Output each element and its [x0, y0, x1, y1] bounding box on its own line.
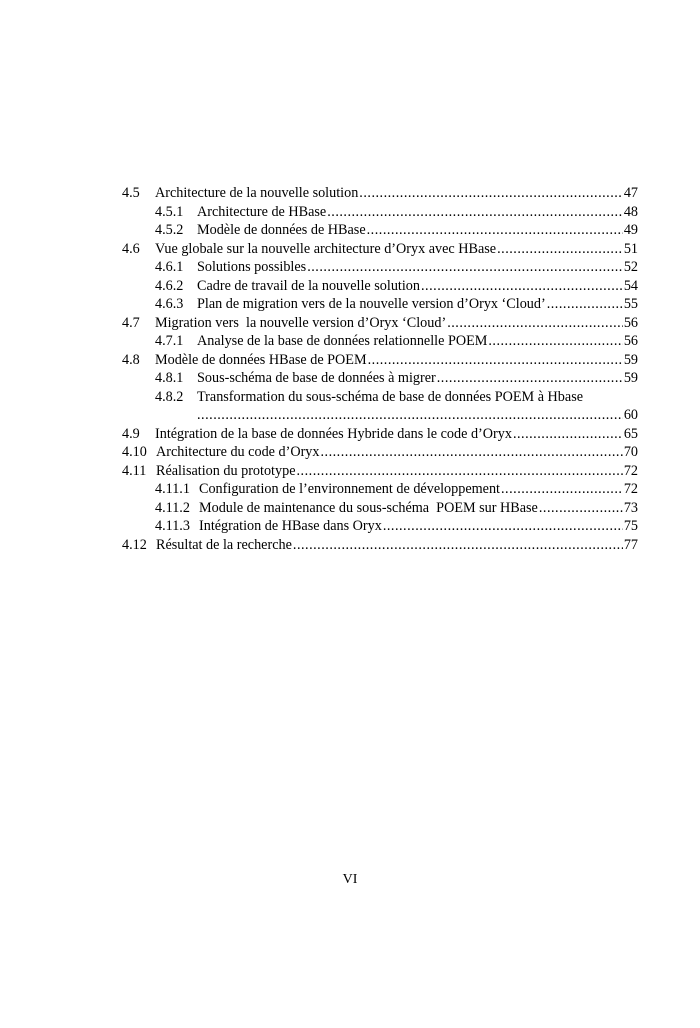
toc-page: 51 [623, 240, 638, 257]
dot-leader [320, 443, 622, 462]
toc-title: Modèle de données HBase de POEM [155, 351, 367, 368]
toc-page: 54 [623, 277, 638, 294]
toc-page: 75 [623, 518, 638, 534]
toc-title: Migration vers la nouvelle version d’Oryx ‘Cloud’ [155, 314, 447, 331]
toc-number: 4.10 [122, 444, 147, 460]
toc-entry[interactable] [122, 258, 638, 277]
toc-entry[interactable] [122, 351, 638, 370]
toc-title: Configuration de l’environnement de développement [199, 481, 500, 497]
dot-leader [539, 499, 623, 518]
dot-leader [383, 517, 623, 536]
toc-entry-continuation[interactable] [122, 406, 638, 425]
table-of-contents [122, 184, 638, 554]
toc-title: Résultat de la recherche [156, 536, 292, 553]
toc-page: 55 [623, 296, 638, 312]
toc-entry[interactable] [122, 517, 638, 536]
dot-leader [501, 480, 623, 499]
toc-page: 65 [623, 425, 638, 442]
toc-title: Architecture de HBase [197, 203, 327, 220]
toc-entry[interactable] [122, 388, 638, 407]
toc-entry[interactable] [122, 369, 638, 388]
toc-title: Architecture de la nouvelle solution [155, 185, 359, 201]
toc-entry[interactable] [122, 332, 638, 351]
dot-leader [421, 277, 623, 296]
toc-title: Intégration de HBase dans Oryx [199, 518, 382, 534]
dot-leader [368, 351, 623, 370]
toc-title: Sous-schéma de base de données à migrer [197, 370, 436, 386]
toc-title: Intégration de la base de données Hybride dans le code d’Oryx [155, 425, 512, 442]
toc-page: 77 [623, 536, 638, 553]
toc-number: 4.5 [122, 185, 140, 201]
toc-page: 60 [623, 407, 638, 423]
toc-number: 4.6.3 [155, 296, 184, 312]
toc-page: 56 [623, 333, 638, 349]
toc-entry[interactable] [122, 240, 638, 259]
toc-number: 4.12 [122, 536, 147, 553]
dot-leader [488, 332, 622, 351]
toc-page: 56 [623, 314, 638, 331]
toc-entry[interactable] [122, 536, 638, 555]
toc-entry[interactable] [122, 221, 638, 240]
toc-page: 73 [623, 499, 638, 516]
toc-number: 4.5.2 [155, 222, 184, 238]
dot-leader [293, 536, 623, 555]
toc-page: 59 [623, 351, 638, 368]
dot-leader [327, 203, 623, 222]
toc-number: 4.7 [122, 314, 140, 331]
toc-title: Analyse de la base de données relationnelle POEM [197, 333, 488, 349]
toc-page: 48 [623, 203, 638, 220]
toc-entry[interactable] [122, 462, 638, 481]
toc-title: Architecture du code d’Oryx [156, 444, 320, 460]
toc-number: 4.11.1 [155, 481, 190, 497]
dot-leader [437, 369, 623, 388]
dot-leader [297, 462, 623, 481]
dot-leader [547, 295, 623, 314]
toc-title: Transformation du sous-schéma de base de données POEM à Hbase [197, 388, 584, 405]
toc-number: 4.11 [122, 462, 147, 479]
toc-page: 70 [623, 444, 638, 460]
dot-leader [359, 184, 623, 203]
page-number-footer: VI [342, 872, 358, 887]
toc-number: 4.8.1 [155, 370, 184, 386]
dot-leader [197, 406, 623, 425]
toc-number: 4.8 [122, 351, 140, 368]
toc-entry[interactable] [122, 295, 638, 314]
toc-number: 4.6.2 [155, 277, 184, 294]
toc-title: Cadre de travail de la nouvelle solution [197, 277, 420, 294]
toc-number: 4.7.1 [155, 333, 184, 349]
toc-page: 59 [623, 370, 638, 386]
toc-page: 52 [623, 259, 638, 275]
toc-number: 4.11.3 [155, 518, 190, 534]
toc-page: 72 [623, 462, 638, 479]
toc-entry[interactable] [122, 277, 638, 296]
toc-title: Vue globale sur la nouvelle architecture d’Oryx avec HBase [155, 240, 497, 257]
dot-leader [307, 258, 623, 277]
toc-entry[interactable] [122, 443, 638, 462]
toc-entry[interactable] [122, 425, 638, 444]
toc-page: 49 [623, 222, 638, 238]
toc-number: 4.11.2 [155, 499, 190, 516]
toc-number: 4.5.1 [155, 203, 184, 220]
toc-title: Module de maintenance du sous-schéma POEM sur HBase [199, 499, 538, 516]
toc-title: Réalisation du prototype [156, 462, 296, 479]
dot-leader [367, 221, 623, 240]
toc-entry[interactable] [122, 184, 638, 203]
toc-number: 4.6 [122, 240, 140, 257]
dot-leader [497, 240, 623, 259]
dot-leader [447, 314, 623, 333]
toc-entry[interactable] [122, 499, 638, 518]
toc-entry[interactable] [122, 203, 638, 222]
toc-title: Solutions possibles [197, 259, 307, 275]
toc-page: 72 [623, 481, 638, 497]
toc-number: 4.8.2 [155, 388, 184, 405]
toc-page: 47 [623, 185, 638, 201]
toc-entry[interactable] [122, 480, 638, 499]
toc-entry[interactable] [122, 314, 638, 333]
toc-title: Modèle de données de HBase [197, 222, 366, 238]
toc-number: 4.9 [122, 425, 140, 442]
toc-title: Plan de migration vers de la nouvelle version d’Oryx ‘Cloud’ [197, 296, 546, 312]
toc-number: 4.6.1 [155, 259, 184, 275]
dot-leader [513, 425, 623, 444]
